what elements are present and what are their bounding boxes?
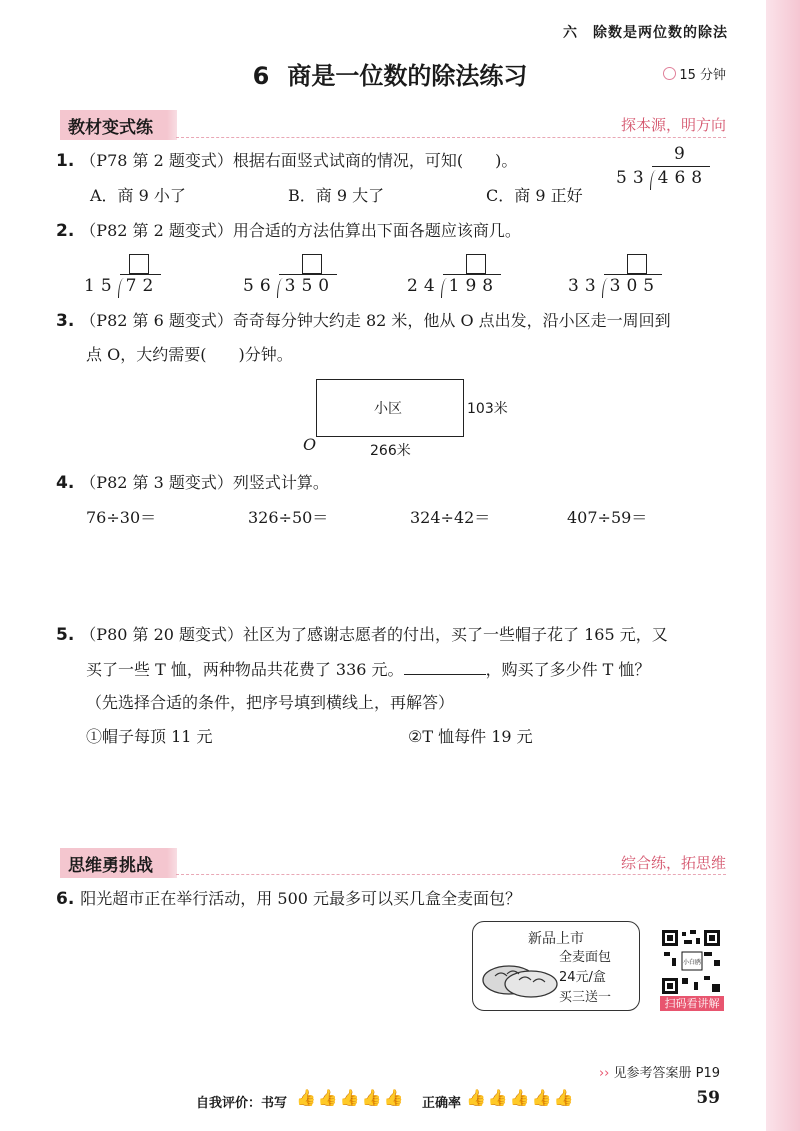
answer-box[interactable] bbox=[129, 254, 149, 274]
rect-label: 小区 bbox=[374, 401, 402, 417]
qr-code-icon[interactable] bbox=[660, 928, 722, 998]
question-text: （P78 第 2 题变式）根据右面竖式试商的情况，可知( )。 bbox=[80, 151, 518, 170]
thumb-icon[interactable]: 👍 bbox=[553, 1088, 576, 1107]
q1-option-b: B．商 9 大了 bbox=[288, 186, 385, 205]
q2-division-3 bbox=[407, 276, 499, 296]
question-text-line-1: （P80 第 20 题变式）社区为了感谢志愿者的付出，买了一些帽子花了 165 元，又 bbox=[80, 625, 668, 644]
q2-division-2 bbox=[243, 276, 335, 296]
writing-rating[interactable] bbox=[296, 1088, 406, 1107]
q1-long-division bbox=[616, 168, 708, 188]
answer-blank[interactable] bbox=[404, 674, 486, 675]
sign-line: 买三送一 bbox=[559, 990, 612, 1005]
question-number: 4. bbox=[56, 473, 75, 493]
accuracy-rating[interactable] bbox=[466, 1088, 576, 1107]
thumb-icon[interactable]: 👍 bbox=[487, 1088, 510, 1107]
dividend: 198 bbox=[441, 276, 499, 296]
question-number: 5. bbox=[56, 625, 75, 645]
calc-item-3: 324÷42＝ bbox=[410, 508, 491, 527]
question-text: （P82 第 2 题变式）用合适的方法估算出下面各题应该商几。 bbox=[80, 221, 521, 240]
q1-quotient: 9 bbox=[674, 144, 691, 164]
thumb-icon[interactable]: 👍 bbox=[296, 1088, 318, 1107]
dividend: 350 bbox=[277, 276, 335, 296]
chapter-header: 六 除数是两位数的除法 bbox=[563, 25, 728, 41]
thumb-icon[interactable]: 👍 bbox=[383, 1088, 406, 1107]
divisor: 56 bbox=[243, 276, 277, 296]
question-text: 阳光超市正在举行活动，用 500 元最多可以买几盒全麦面包？ bbox=[80, 889, 522, 908]
question-number: 2. bbox=[56, 221, 75, 241]
calc-item-2: 326÷50＝ bbox=[248, 508, 329, 527]
question-text-line-1: （P82 第 6 题变式）奇奇每分钟大约走 82 米，他从 O 点出发，沿小区走一周回到 bbox=[80, 311, 671, 330]
question-number: 6. bbox=[56, 889, 75, 909]
qr-label: 扫码看讲解 bbox=[660, 996, 724, 1011]
section-subtitle-1: 探本源，明方向 bbox=[620, 116, 726, 134]
question-number: 3. bbox=[56, 311, 75, 331]
page-number: 59 bbox=[696, 1088, 720, 1108]
page-edge-decoration bbox=[766, 0, 800, 1131]
answer-box[interactable] bbox=[627, 254, 647, 274]
question-2 bbox=[56, 216, 521, 246]
dividend: 468 bbox=[650, 168, 708, 188]
section-divider-1 bbox=[176, 137, 726, 138]
sign-title: 新品上市 bbox=[528, 931, 584, 947]
calc-item-1: 76÷30＝ bbox=[86, 508, 157, 527]
origin-label: O bbox=[303, 435, 317, 454]
accuracy-label: 正确率 bbox=[422, 1096, 462, 1111]
question-3-line-2: 点 O，大约需要( )分钟。 bbox=[86, 345, 293, 364]
answer-box[interactable] bbox=[302, 254, 322, 274]
lesson-title-text: 商是一位数的除法练习 bbox=[287, 62, 528, 90]
time-indicator bbox=[663, 64, 726, 83]
question-5-line-2 bbox=[86, 655, 650, 685]
height-label: 103米 bbox=[467, 401, 508, 417]
divisor: 24 bbox=[407, 276, 441, 296]
question-5 bbox=[56, 620, 668, 650]
line-2-part-a: 买了一些 T 恤，两种物品共花费了 336 元。 bbox=[86, 660, 404, 679]
self-evaluation-label: 自我评价：书写 bbox=[196, 1096, 288, 1111]
question-6 bbox=[56, 884, 521, 914]
question-number: 1. bbox=[56, 151, 75, 171]
answer-box[interactable] bbox=[466, 254, 486, 274]
thumb-icon[interactable]: 👍 bbox=[361, 1088, 384, 1107]
q5-option-2: ②T 恤每件 19 元 bbox=[408, 727, 533, 746]
qr-inner-text: 小白鸥 bbox=[682, 959, 702, 966]
q2-division-1 bbox=[84, 276, 159, 296]
sign-line: 全麦面包 bbox=[559, 950, 612, 965]
q2-division-4 bbox=[568, 276, 660, 296]
q1-option-c: C．商 9 正好 bbox=[486, 186, 583, 205]
q5-option-1: ①帽子每顶 11 元 bbox=[86, 727, 213, 746]
q1-option-a: A．商 9 小了 bbox=[90, 186, 186, 205]
dividend: 72 bbox=[118, 276, 160, 296]
thumb-icon[interactable]: 👍 bbox=[531, 1088, 554, 1107]
calc-item-4: 407÷59＝ bbox=[567, 508, 648, 527]
divisor: 15 bbox=[84, 276, 118, 296]
double-chevron-icon: ›› bbox=[598, 1066, 610, 1081]
dividend: 305 bbox=[602, 276, 660, 296]
question-1 bbox=[56, 146, 517, 176]
thumb-icon[interactable]: 👍 bbox=[509, 1088, 532, 1107]
answer-reference bbox=[599, 1062, 720, 1081]
divisor: 53 bbox=[616, 168, 650, 188]
width-label: 266米 bbox=[370, 443, 411, 459]
time-text: 15 分钟 bbox=[679, 68, 726, 83]
lesson-number: 6 bbox=[252, 62, 270, 90]
question-3 bbox=[56, 306, 671, 336]
divisor: 33 bbox=[568, 276, 602, 296]
thumb-icon[interactable]: 👍 bbox=[466, 1088, 488, 1107]
sign-line: 24元/盒 bbox=[559, 970, 606, 985]
clock-icon bbox=[663, 67, 676, 80]
thumb-icon[interactable]: 👍 bbox=[339, 1088, 362, 1107]
sign-details bbox=[559, 948, 611, 1008]
bread-illustration bbox=[481, 952, 561, 1002]
section-tag-1: 教材变式练 bbox=[60, 110, 167, 140]
section-subtitle-2: 综合练，拓思维 bbox=[620, 854, 726, 872]
section-divider-2 bbox=[176, 874, 726, 875]
line-2-part-b: ，购买了多少件 T 恤？ bbox=[485, 660, 651, 679]
promo-sign bbox=[472, 921, 640, 1011]
section-tag-2: 思维勇挑战 bbox=[60, 848, 167, 878]
question-text: （P82 第 3 题变式）列竖式计算。 bbox=[80, 473, 329, 492]
thumb-icon[interactable]: 👍 bbox=[317, 1088, 340, 1107]
answer-reference-text: 见参考答案册 P19 bbox=[613, 1066, 720, 1081]
question-4 bbox=[56, 468, 329, 498]
question-5-line-3: （先选择合适的条件，把序号填到横线上，再解答） bbox=[86, 693, 455, 712]
